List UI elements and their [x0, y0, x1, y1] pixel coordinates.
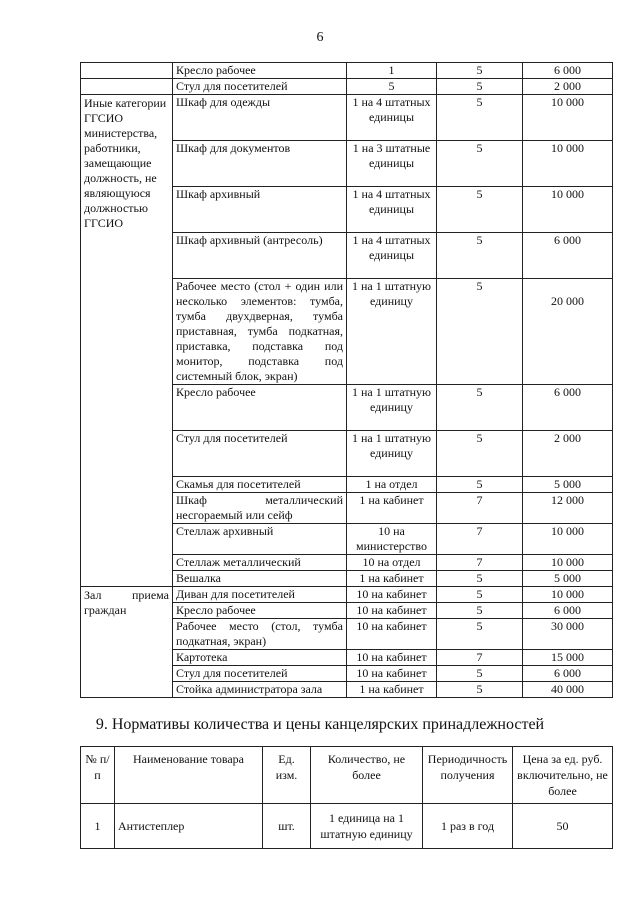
item-quantity: 1 на 1 штатную единицу [347, 385, 437, 431]
item-price: 5 000 [523, 477, 613, 493]
item-name: Шкаф металлический несгораемый или сейф [173, 493, 347, 524]
table-header-row [81, 747, 613, 804]
item-name: Стойка администратора зала [173, 682, 347, 698]
row-price: 50 [513, 804, 613, 849]
item-price: 10 000 [523, 187, 613, 233]
item-price-value: 20 000 [551, 294, 584, 308]
item-price: 2 000 [523, 79, 613, 95]
item-period: 5 [437, 619, 523, 650]
item-period: 7 [437, 555, 523, 571]
item-name: Шкаф для документов [173, 141, 347, 187]
row-num: 1 [81, 804, 115, 849]
item-price: 10 000 [523, 524, 613, 555]
item-price: 10 000 [523, 587, 613, 603]
item-quantity: 10 на министерство [347, 524, 437, 555]
item-period: 5 [437, 95, 523, 141]
item-quantity: 1 на отдел [347, 477, 437, 493]
item-period: 5 [437, 187, 523, 233]
item-price [523, 279, 613, 385]
item-period: 5 [437, 141, 523, 187]
table-row [81, 63, 613, 79]
item-name: Стул для посетителей [173, 431, 347, 477]
item-period: 5 [437, 79, 523, 95]
item-period: 5 [437, 477, 523, 493]
item-price: 2 000 [523, 431, 613, 477]
item-period: 5 [437, 233, 523, 279]
table-row [81, 587, 613, 603]
item-period: 5 [437, 571, 523, 587]
item-price: 6 000 [523, 666, 613, 682]
item-name: Картотека [173, 650, 347, 666]
item-name: Рабочее место (стол, тумба подкатная, экран) [173, 619, 347, 650]
item-name: Шкаф архивный [173, 187, 347, 233]
item-price: 15 000 [523, 650, 613, 666]
item-quantity: 1 на кабинет [347, 682, 437, 698]
item-period: 5 [437, 279, 523, 385]
item-name: Диван для посетителей [173, 587, 347, 603]
item-period: 5 [437, 603, 523, 619]
item-name: Скамья для посетителей [173, 477, 347, 493]
item-name: Рабочее место (стол + один или несколько элементов: тумба, тумба двухдверная, тумба приставная, тумба подкатная, приставка, подставка под монитор, подставка под системный блок, экран) [173, 279, 347, 385]
item-quantity: 1 на 4 штатных единицы [347, 95, 437, 141]
category-reception-hall: Зал приема граждан [81, 587, 173, 698]
item-price: 12 000 [523, 493, 613, 524]
item-period: 7 [437, 524, 523, 555]
header-num: № п/п [81, 747, 115, 804]
table-row [81, 95, 613, 141]
item-quantity: 10 на кабинет [347, 603, 437, 619]
item-name: Шкаф архивный (антресоль) [173, 233, 347, 279]
item-price: 6 000 [523, 63, 613, 79]
item-quantity: 1 на 1 штатную единицу [347, 279, 437, 385]
item-period: 7 [437, 493, 523, 524]
page-number: 6 [316, 30, 324, 45]
item-price: 6 000 [523, 385, 613, 431]
item-period: 5 [437, 587, 523, 603]
section-heading: 9. Нормативы количества и цены канцелярских принадлежностей [95, 716, 545, 733]
item-name: Стеллаж металлический [173, 555, 347, 571]
table-row [81, 804, 613, 849]
item-price: 10 000 [523, 95, 613, 141]
row-name: Антистеплер [115, 804, 263, 849]
item-period: 5 [437, 682, 523, 698]
row-unit: шт. [263, 804, 311, 849]
item-price: 40 000 [523, 682, 613, 698]
item-period: 7 [437, 650, 523, 666]
item-quantity: 1 [347, 63, 437, 79]
item-price: 10 000 [523, 141, 613, 187]
item-name: Вешалка [173, 571, 347, 587]
stationery-norms-table [80, 746, 613, 849]
item-quantity: 10 на отдел [347, 555, 437, 571]
header-unit: Ед. изм. [263, 747, 311, 804]
item-quantity: 1 на 4 штатных единицы [347, 187, 437, 233]
item-price: 30 000 [523, 619, 613, 650]
item-name: Кресло рабочее [173, 385, 347, 431]
header-name: Наименование товара [115, 747, 263, 804]
item-quantity: 1 на 1 штатную единицу [347, 431, 437, 477]
item-quantity: 10 на кабинет [347, 619, 437, 650]
category-cell [81, 79, 173, 95]
item-quantity: 10 на кабинет [347, 666, 437, 682]
item-name: Шкаф для одежды [173, 95, 347, 141]
row-quantity: 1 единица на 1 штатную единицу [311, 804, 423, 849]
item-price: 10 000 [523, 555, 613, 571]
header-price: Цена за ед. руб. включительно, не более [513, 747, 613, 804]
item-name: Стул для посетителей [173, 666, 347, 682]
item-period: 5 [437, 666, 523, 682]
item-name: Стул для посетителей [173, 79, 347, 95]
item-period: 5 [437, 385, 523, 431]
row-period: 1 раз в год [423, 804, 513, 849]
item-period: 5 [437, 63, 523, 79]
item-name: Кресло рабочее [173, 603, 347, 619]
table-row [81, 79, 613, 95]
item-quantity: 5 [347, 79, 437, 95]
category-other-staff: Иные категории ГГСИО министерства, работники, замещающие должность, не являющуюся должностью ГГСИО [81, 95, 173, 587]
item-quantity: 1 на кабинет [347, 571, 437, 587]
category-cell [81, 63, 173, 79]
item-price: 6 000 [523, 233, 613, 279]
item-name: Кресло рабочее [173, 63, 347, 79]
item-quantity: 1 на 4 штатных единицы [347, 233, 437, 279]
furniture-norms-table [80, 62, 613, 698]
item-price: 6 000 [523, 603, 613, 619]
item-quantity: 10 на кабинет [347, 587, 437, 603]
item-name: Стеллаж архивный [173, 524, 347, 555]
header-quantity: Количество, не более [311, 747, 423, 804]
item-quantity: 10 на кабинет [347, 650, 437, 666]
header-period: Периодичность получения [423, 747, 513, 804]
item-quantity: 1 на 3 штатные единицы [347, 141, 437, 187]
item-price: 5 000 [523, 571, 613, 587]
item-quantity: 1 на кабинет [347, 493, 437, 524]
item-period: 5 [437, 431, 523, 477]
